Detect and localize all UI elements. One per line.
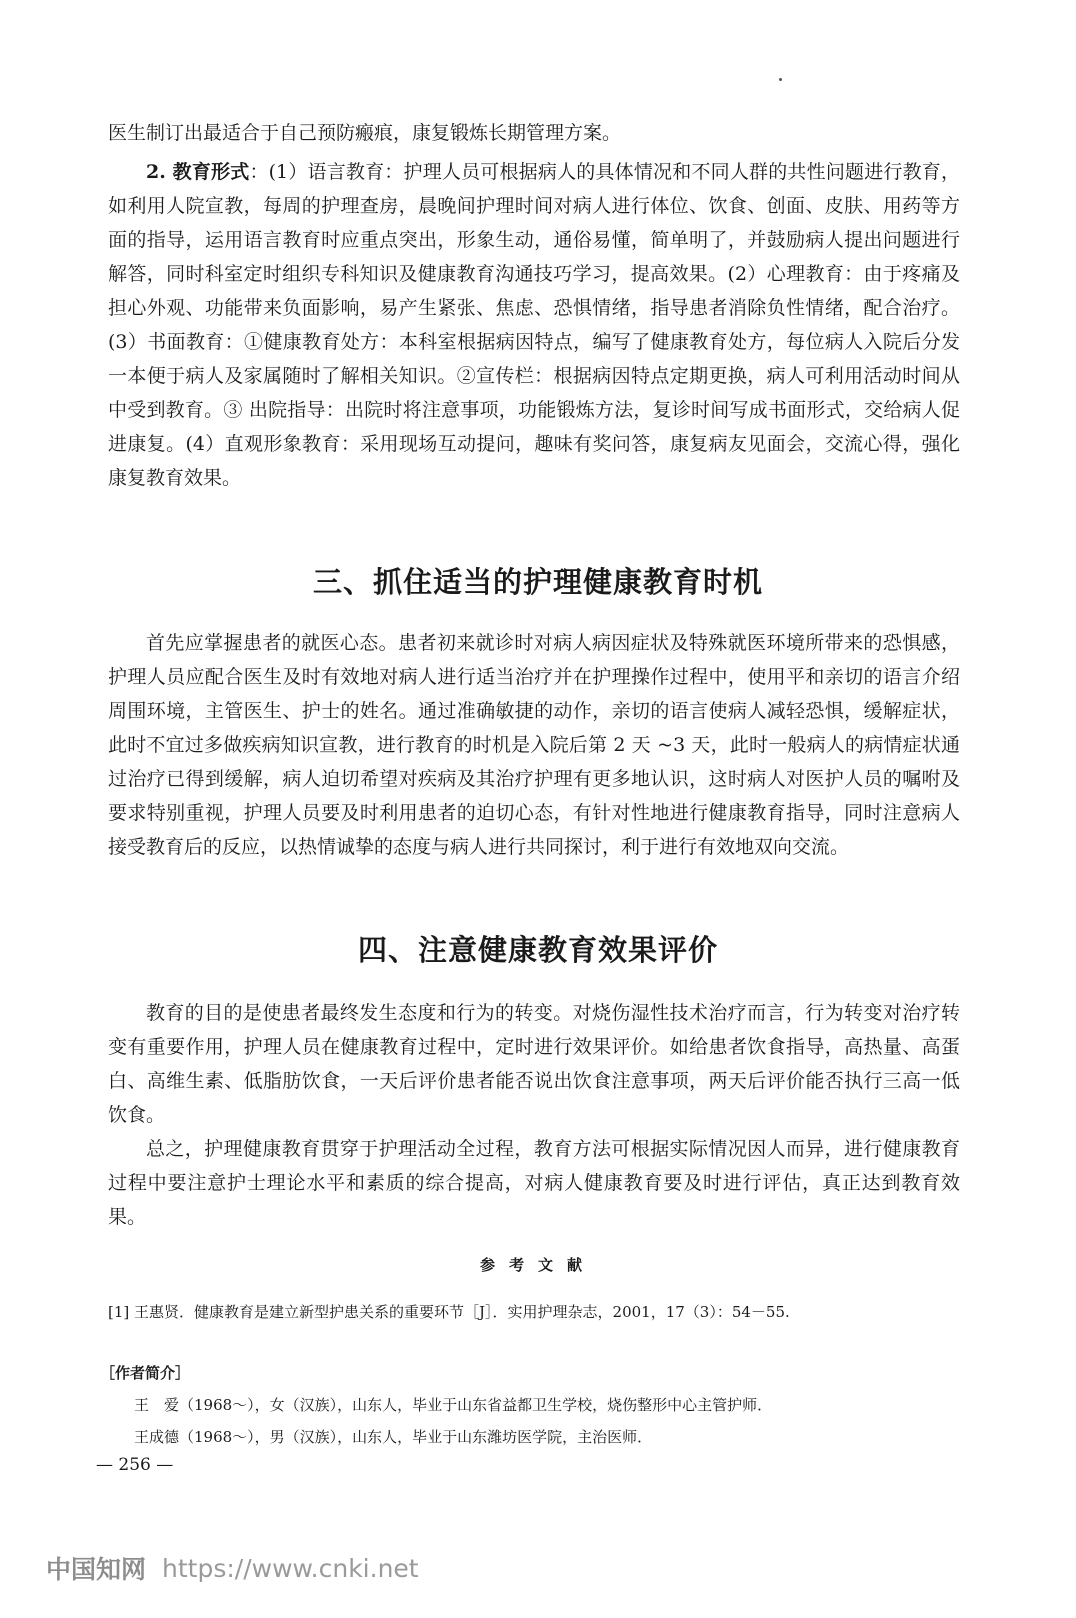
page-number: — 256 — xyxy=(96,1455,174,1475)
scan-speck xyxy=(779,78,782,81)
section-heading-4: 四、注意健康教育效果评价 xyxy=(357,933,718,967)
paragraph-continuation: 医生制订出最适合于自己预防瘢痕，康复锻炼长期管理方案。 xyxy=(108,122,622,144)
paragraph-text: ：(1）语言教育：护理人员可根据病人的具体情况和不同人群的共性问题进行教育，如利用人院宣教，每周的护理查房，晨晚间护理时间对病人进行体位、饮食、创面、皮肤、用药等方面的指导，运用语言教育时应重点突出，形象生动，通俗易懂，简单明了，并鼓励病人提出问题进行解答，同时科室定时组织专科知识及健康教育沟通技巧学习，提高效果。(2）心理教育：由于疼痛及担心外观、功能带来负面影响，易产生紧张、焦虑、恐惧情绪，指导患者消除负性情绪，配合治疗。(3）书面教育：①健康教育处方：本科室根据病因特点，编写了健康教育处方，每位病人入院后分发一本便于病人及家属随时了解相关知识。②宣传栏：根据病因特点定期更换，病人可利用活动时间从中受到教育。③ 出院指导：出院时将注意事项，功能锻炼方法，复诊时间写成书面形式，交给病人促进康复。(4）直观形象教育：采用现场互动提问，趣味有奖问答，康复病友见面会，交流心得，强化康复教育效果。 xyxy=(108,161,960,489)
watermark-url: https://www.cnki.net xyxy=(162,1553,419,1583)
cnki-logo-text: 中国知网 xyxy=(46,1555,147,1584)
author-line: 王 爱（1968～），女（汉族），山东人，毕业于山东省益都卫生学校，烧伤整形中心主管护师． xyxy=(134,1396,773,1414)
section-heading-3: 三、抓住适当的护理健康教育时机 xyxy=(312,565,763,599)
author-line: 王成德（1968～），男（汉族），山东人，毕业于山东潍坊医学院，主治医师． xyxy=(134,1428,653,1446)
paragraph-summary: 总之，护理健康教育贯穿于护理活动全过程，教育方法可根据实际情况因人而异，进行健康教育过程中要注意护士理论水平和素质的综合提高，对病人健康教育要及时进行评估，真正达到教育效果。 xyxy=(108,1138,960,1228)
reference-item: [1] 王惠贤．健康教育是建立新型护患关系的重要环节［J］．实用护理杂志，2001，17（3）：54－55. xyxy=(108,1303,790,1321)
paragraph-label: 2. 教育形式 xyxy=(146,161,250,183)
paragraph-evaluation: 教育的目的是使患者最终发生态度和行为的转变。对烧伤湿性技术治疗而言，行为转变对治疗转变有重要作用，护理人员在健康教育过程中，定时进行效果评价。如给患者饮食指导，高热量、高蛋白、高维生素、低脂肪饮食，一天后评价患者能否说出饮食注意事项，两天后评价能否执行三高一低饮食。 xyxy=(108,1002,960,1126)
author-intro-title: ［作者简介］ xyxy=(100,1364,191,1382)
paragraph-education-forms xyxy=(108,155,960,495)
references-title: 参考文献 xyxy=(479,1256,596,1274)
paragraph-timing: 首先应掌握患者的就医心态。患者初来就诊时对病人病因症状及特殊就医环境所带来的恐惧感，护理人员应配合医生及时有效地对病人进行适当治疗并在护理操作过程中，使用平和亲切的语言介绍周围环境，主管医生、护士的姓名。通过准确敏捷的动作，亲切的语言使病人减轻恐惧，缓解症状，此时不宜过多做疾病知识宣教，进行教育的时机是入院后第 2 天 ~3 天，此时一般病人的病情症状通过治疗已得到缓解，病人迫切希望对疾病及其治疗护理有更多地认识，这时病人对医护人员的嘱咐及要求特别重视，护理人员要及时利用患者的迫切心态，有针对性地进行健康教育指导，同时注意病人接受教育后的反应，以热情诚挚的态度与病人进行共同探讨，利于进行有效地双向交流。 xyxy=(108,632,960,858)
watermark xyxy=(46,1550,419,1586)
